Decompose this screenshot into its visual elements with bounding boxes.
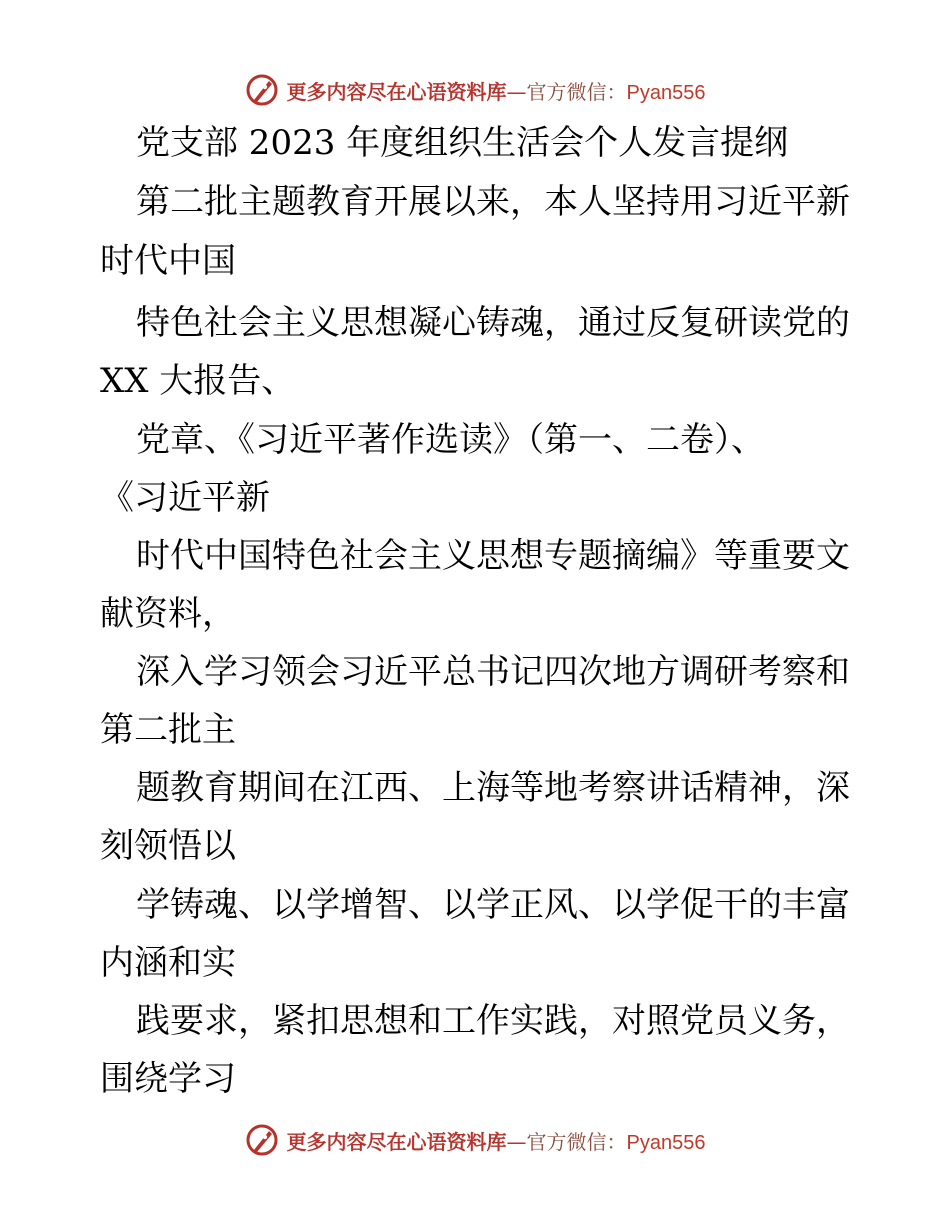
doc-line: 围绕学习 (100, 1059, 236, 1099)
header-label: 官方微信： (526, 79, 627, 104)
doc-line: 践要求，紧扣思想和工作实践，对照党员义务， (136, 1001, 850, 1041)
doc-line: 第二批主题教育开展以来，本人坚持用习近平新 (136, 182, 850, 222)
footer-brand: 更多内容尽在心语资料库 (286, 1129, 507, 1154)
doc-line: 时代中国 (100, 241, 236, 281)
header-banner-text (287, 76, 706, 105)
doc-line: 刻领悟以 (100, 826, 236, 866)
header-wechat-id: Pyan556 (626, 81, 706, 104)
doc-line: 《习近平新 (100, 478, 270, 518)
footer-banner-text (287, 1126, 706, 1155)
doc-line: 时代中国特色社会主义思想专题摘编》等重要文 (136, 536, 850, 576)
quill-logo-icon (245, 73, 279, 107)
doc-line: 题教育期间在江西、上海等地考察讲话精神，深 (136, 768, 850, 808)
footer-banner (0, 1120, 950, 1160)
doc-line: 内涵和实 (100, 943, 236, 983)
footer-label: 官方微信： (526, 1129, 627, 1154)
doc-line: XX 大报告、 (100, 361, 296, 401)
header-dash: — (506, 79, 527, 104)
header-banner (0, 70, 950, 110)
doc-line: 深入学习领会习近平总书记四次地方调研考察和 (136, 652, 850, 692)
doc-line: 党章、《习近平著作选读》（第一、二卷）、 (136, 420, 765, 460)
footer-dash: — (506, 1129, 527, 1154)
quill-logo-icon (245, 1123, 279, 1157)
footer-wechat-id: Pyan556 (626, 1131, 706, 1154)
doc-line: 特色社会主义思想凝心铸魂，通过反复研读党的 (136, 303, 850, 343)
doc-line: 第二批主 (100, 710, 236, 750)
header-brand: 更多内容尽在心语资料库 (286, 79, 507, 104)
doc-title: 党支部 2023 年度组织生活会个人发言提纲 (136, 123, 789, 163)
doc-line: 献资料， (100, 594, 236, 634)
doc-line: 学铸魂、以学增智、以学正风、以学促干的丰富 (136, 885, 850, 925)
